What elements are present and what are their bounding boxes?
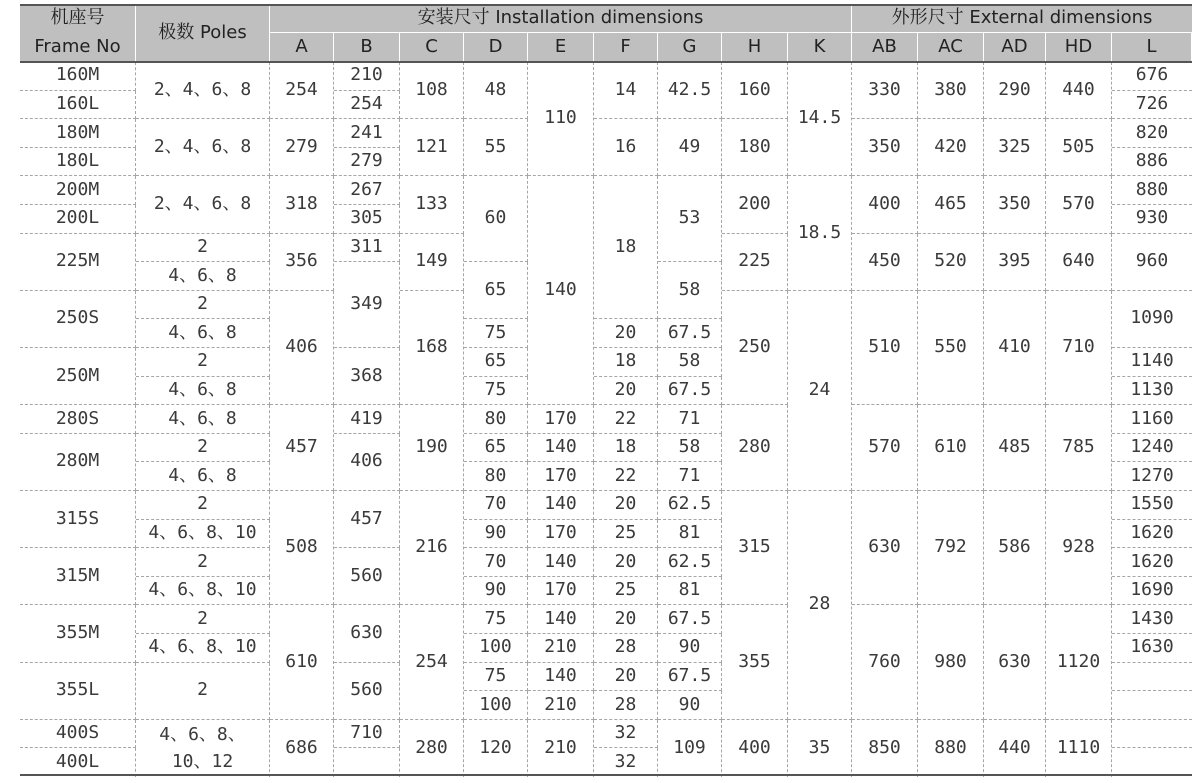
poles-cell: 2 — [136, 663, 270, 720]
cell-d: 80 — [464, 405, 528, 434]
cell-c: 280 — [400, 720, 464, 777]
cell-e: 140 — [528, 605, 594, 634]
cell-c: 149 — [400, 234, 464, 291]
frame-cell: 250M — [20, 348, 136, 405]
cell-a: 686 — [270, 720, 334, 777]
cell-k: 35 — [788, 720, 852, 777]
cell-e: 140 — [528, 434, 594, 463]
cell-b: 710 — [334, 720, 400, 749]
header-col-a: A — [270, 33, 334, 62]
cell-d: 70 — [464, 548, 528, 577]
cell-g: 58 — [658, 262, 722, 319]
poles-cell: 4、6、8 — [136, 462, 270, 491]
frame-cell: 355L — [20, 663, 136, 720]
cell-a: 254 — [270, 62, 334, 119]
cell-g: 62.5 — [658, 491, 722, 520]
poles-cell: 2 — [136, 605, 270, 634]
cell-g: 81 — [658, 577, 722, 606]
poles-cell: 4、6、8 — [136, 262, 270, 291]
poles-cell: 2 — [136, 491, 270, 520]
cell-f: 20 — [594, 377, 658, 406]
cell-d: 70 — [464, 491, 528, 520]
cell-hd: 570 — [1046, 176, 1112, 233]
cell-g: 42.5 — [658, 62, 722, 119]
cell-f: 20 — [594, 663, 658, 692]
cell-d: 120 — [464, 720, 528, 777]
cell-g: 90 — [658, 691, 722, 720]
cell-f: 22 — [594, 405, 658, 434]
frame-cell: 200L — [20, 205, 136, 234]
cell-ac: 880 — [918, 720, 984, 777]
cell-ac: 420 — [918, 119, 984, 176]
cell-e: 210 — [528, 634, 594, 663]
cell-a: 457 — [270, 405, 334, 491]
cell-l: 880 — [1112, 176, 1192, 205]
cell-e: 140 — [528, 491, 594, 520]
cell-l: 1090 — [1112, 291, 1192, 348]
cell-ad: 350 — [984, 176, 1046, 233]
cell-ab: 450 — [852, 234, 918, 291]
cell-l: 726 — [1112, 91, 1192, 120]
frame-cell: 355M — [20, 605, 136, 662]
cell-b: 560 — [334, 663, 400, 720]
cell-g: 67.5 — [658, 319, 722, 348]
cell-h: 400 — [722, 720, 788, 777]
cell-hd: 505 — [1046, 119, 1112, 176]
cell-l: 1140 — [1112, 348, 1192, 377]
cell-g: 62.5 — [658, 548, 722, 577]
poles-cell: 2 — [136, 234, 270, 263]
cell-b: 305 — [334, 205, 400, 234]
cell-g: 49 — [658, 119, 722, 176]
cell-h: 180 — [722, 119, 788, 176]
cell-k: 14.5 — [788, 62, 852, 176]
cell-c: 190 — [400, 405, 464, 491]
cell-b: 267 — [334, 176, 400, 205]
cell-ac: 520 — [918, 234, 984, 291]
poles-cell: 2、4、6、8 — [136, 62, 270, 119]
cell-e: 170 — [528, 462, 594, 491]
cell-ab: 630 — [852, 491, 918, 605]
header-col-ad: AD — [984, 33, 1046, 62]
frame-cell: 280S — [20, 405, 136, 434]
cell-k: 24 — [788, 291, 852, 491]
cell-l: 1160 — [1112, 405, 1192, 434]
cell-e: 210 — [528, 720, 594, 777]
table-bottom-rule — [20, 774, 1192, 776]
cell-l: 886 — [1112, 148, 1192, 177]
cell-ac: 610 — [918, 405, 984, 491]
cell-g: 109 — [658, 720, 722, 777]
cell-hd: 710 — [1046, 291, 1112, 405]
cell-e: 140 — [528, 663, 594, 692]
cell-ad: 630 — [984, 605, 1046, 719]
frame-cell: 180L — [20, 148, 136, 177]
cell-d: 100 — [464, 634, 528, 663]
poles-cell: 2、4、6、8 — [136, 176, 270, 233]
cell-ad: 586 — [984, 491, 1046, 605]
header-col-l: L — [1112, 33, 1192, 62]
cell-b: 241 — [334, 119, 400, 148]
cell-f: 18 — [594, 176, 658, 319]
cell-e: 140 — [528, 176, 594, 405]
cell-l: 676 — [1112, 62, 1192, 91]
cell-ac: 792 — [918, 491, 984, 605]
poles-cell: 2、4、6、8 — [136, 119, 270, 176]
frame-cell: 315M — [20, 548, 136, 605]
cell-hd: 1110 — [1046, 720, 1112, 777]
cell-f: 20 — [594, 605, 658, 634]
cell-ac: 465 — [918, 176, 984, 233]
frame-cell: 400S — [20, 720, 136, 749]
cell-ac: 550 — [918, 291, 984, 405]
header-col-g: G — [658, 33, 722, 62]
cell-l: 1130 — [1112, 377, 1192, 406]
cell-g: 67.5 — [658, 377, 722, 406]
poles-cell: 4、6、8、10 — [136, 520, 270, 549]
cell-d: 90 — [464, 520, 528, 549]
header-installation-dimensions: 安装尺寸 Installation dimensions — [270, 4, 852, 33]
cell-a: 406 — [270, 291, 334, 405]
cell-a: 318 — [270, 176, 334, 233]
header-col-ab: AB — [852, 33, 918, 62]
header-col-f: F — [594, 33, 658, 62]
cell-a: 356 — [270, 234, 334, 291]
cell-e: 140 — [528, 548, 594, 577]
cell-ad: 325 — [984, 119, 1046, 176]
cell-g: 58 — [658, 434, 722, 463]
cell-f: 25 — [594, 577, 658, 606]
cell-b: 311 — [334, 234, 400, 263]
cell-c: 133 — [400, 176, 464, 233]
cell-d: 75 — [464, 605, 528, 634]
cell-f: 18 — [594, 348, 658, 377]
frame-cell: 280M — [20, 434, 136, 491]
cell-l: 1270 — [1112, 462, 1192, 491]
cell-d: 90 — [464, 577, 528, 606]
cell-ad: 485 — [984, 405, 1046, 491]
frame-cell: 225M — [20, 234, 136, 291]
cell-g: 81 — [658, 520, 722, 549]
cell-d: 100 — [464, 691, 528, 720]
header-poles: 极数 Poles — [136, 4, 270, 62]
header-col-d: D — [464, 33, 528, 62]
cell-g: 90 — [658, 634, 722, 663]
cell-h: 225 — [722, 234, 788, 291]
header-frame-cn: 机座号 — [20, 4, 136, 33]
cell-ab: 510 — [852, 291, 918, 405]
cell-l: 1240 — [1112, 434, 1192, 463]
frame-cell: 400L — [20, 748, 136, 777]
cell-l — [1112, 663, 1192, 692]
cell-f: 16 — [594, 119, 658, 176]
header-col-h: H — [722, 33, 788, 62]
poles-cell: 2 — [136, 548, 270, 577]
frame-cell: 160L — [20, 91, 136, 120]
cell-h: 200 — [722, 176, 788, 233]
poles-cell: 2 — [136, 291, 270, 320]
cell-e: 110 — [528, 62, 594, 176]
frame-cell: 200M — [20, 176, 136, 205]
cell-c: 108 — [400, 62, 464, 119]
cell-d: 65 — [464, 434, 528, 463]
cell-b: 368 — [334, 348, 400, 405]
cell-ad: 395 — [984, 234, 1046, 291]
cell-h: 250 — [722, 291, 788, 405]
cell-d: 60 — [464, 176, 528, 262]
cell-a: 610 — [270, 605, 334, 719]
cell-k: 18.5 — [788, 176, 852, 290]
cell-ac: 980 — [918, 605, 984, 719]
cell-ad: 440 — [984, 720, 1046, 777]
header-frame-en: Frame No — [20, 33, 136, 62]
poles-cell: 4、6、8 — [136, 405, 270, 434]
cell-d: 55 — [464, 119, 528, 176]
cell-l: 1620 — [1112, 548, 1192, 577]
cell-b: 254 — [334, 91, 400, 120]
cell-e: 170 — [528, 577, 594, 606]
table-top-rule — [20, 4, 1192, 6]
cell-hd: 640 — [1046, 234, 1112, 291]
cell-l: 1620 — [1112, 520, 1192, 549]
cell-g: 71 — [658, 462, 722, 491]
cell-f: 20 — [594, 491, 658, 520]
cell-f: 25 — [594, 520, 658, 549]
cell-e: 170 — [528, 405, 594, 434]
cell-b: 349 — [334, 262, 400, 348]
cell-f: 22 — [594, 462, 658, 491]
cell-g: 71 — [658, 405, 722, 434]
cell-l: 930 — [1112, 205, 1192, 234]
cell-l: 820 — [1112, 119, 1192, 148]
cell-h: 280 — [722, 405, 788, 491]
cell-b: 210 — [334, 62, 400, 91]
cell-b: 419 — [334, 405, 400, 434]
cell-g: 53 — [658, 176, 722, 262]
cell-h: 315 — [722, 491, 788, 605]
cell-l — [1112, 691, 1192, 720]
cell-l: 1630 — [1112, 634, 1192, 663]
cell-d: 80 — [464, 462, 528, 491]
cell-d: 75 — [464, 319, 528, 348]
cell-c: 216 — [400, 491, 464, 605]
poles-cell: 2 — [136, 434, 270, 463]
cell-b: 406 — [334, 434, 400, 491]
poles-cell: 4、6、8 — [136, 377, 270, 406]
cell-d: 65 — [464, 348, 528, 377]
cell-c: 254 — [400, 605, 464, 719]
cell-ab: 350 — [852, 119, 918, 176]
cell-ad: 410 — [984, 291, 1046, 405]
poles-cell: 4、6、8、10、12 — [136, 720, 270, 777]
cell-k: 28 — [788, 491, 852, 720]
poles-cell: 4、6、8 — [136, 319, 270, 348]
cell-ab: 850 — [852, 720, 918, 777]
cell-l: 960 — [1112, 234, 1192, 291]
cell-b: 630 — [334, 605, 400, 662]
header-bottom-rule — [20, 61, 1192, 63]
cell-f: 14 — [594, 62, 658, 119]
cell-c: 168 — [400, 291, 464, 405]
cell-g: 58 — [658, 348, 722, 377]
cell-ab: 400 — [852, 176, 918, 233]
header-col-ac: AC — [918, 33, 984, 62]
frame-cell: 160M — [20, 62, 136, 91]
cell-g: 67.5 — [658, 605, 722, 634]
poles-cell: 2 — [136, 348, 270, 377]
cell-g: 67.5 — [658, 663, 722, 692]
cell-b: 560 — [334, 548, 400, 605]
cell-h: 355 — [722, 605, 788, 719]
cell-ab: 570 — [852, 405, 918, 491]
header-col-b: B — [334, 33, 400, 62]
cell-e: 170 — [528, 520, 594, 549]
cell-f: 32 — [594, 748, 658, 777]
cell-e: 210 — [528, 691, 594, 720]
cell-f: 20 — [594, 548, 658, 577]
cell-h: 160 — [722, 62, 788, 119]
cell-d: 75 — [464, 377, 528, 406]
cell-a: 508 — [270, 491, 334, 605]
cell-f: 28 — [594, 634, 658, 663]
cell-b: 279 — [334, 148, 400, 177]
cell-ab: 330 — [852, 62, 918, 119]
cell-a: 279 — [270, 119, 334, 176]
header-col-e: E — [528, 33, 594, 62]
cell-ac: 380 — [918, 62, 984, 119]
frame-cell: 315S — [20, 491, 136, 548]
cell-c: 121 — [400, 119, 464, 176]
cell-hd: 1120 — [1046, 605, 1112, 719]
cell-b — [334, 748, 400, 777]
cell-l — [1112, 748, 1192, 777]
cell-f: 32 — [594, 720, 658, 749]
cell-d: 75 — [464, 663, 528, 692]
cell-f: 28 — [594, 691, 658, 720]
cell-hd: 440 — [1046, 62, 1112, 119]
frame-cell: 250S — [20, 291, 136, 348]
header-external-dimensions: 外形尺寸 External dimensions — [852, 4, 1192, 33]
header-col-c: C — [400, 33, 464, 62]
cell-l: 1550 — [1112, 491, 1192, 520]
cell-l: 1430 — [1112, 605, 1192, 634]
poles-cell: 4、6、8、10 — [136, 577, 270, 606]
cell-l: 1690 — [1112, 577, 1192, 606]
cell-hd: 928 — [1046, 491, 1112, 605]
frame-cell: 180M — [20, 119, 136, 148]
cell-l — [1112, 720, 1192, 749]
cell-d: 65 — [464, 262, 528, 319]
cell-f: 18 — [594, 434, 658, 463]
cell-ad: 290 — [984, 62, 1046, 119]
cell-d: 48 — [464, 62, 528, 119]
cell-hd: 785 — [1046, 405, 1112, 491]
cell-b: 457 — [334, 491, 400, 548]
header-col-hd: HD — [1046, 33, 1112, 62]
header-col-k: K — [788, 33, 852, 62]
poles-cell: 4、6、8、10 — [136, 634, 270, 663]
cell-f: 20 — [594, 319, 658, 348]
cell-ab: 760 — [852, 605, 918, 719]
